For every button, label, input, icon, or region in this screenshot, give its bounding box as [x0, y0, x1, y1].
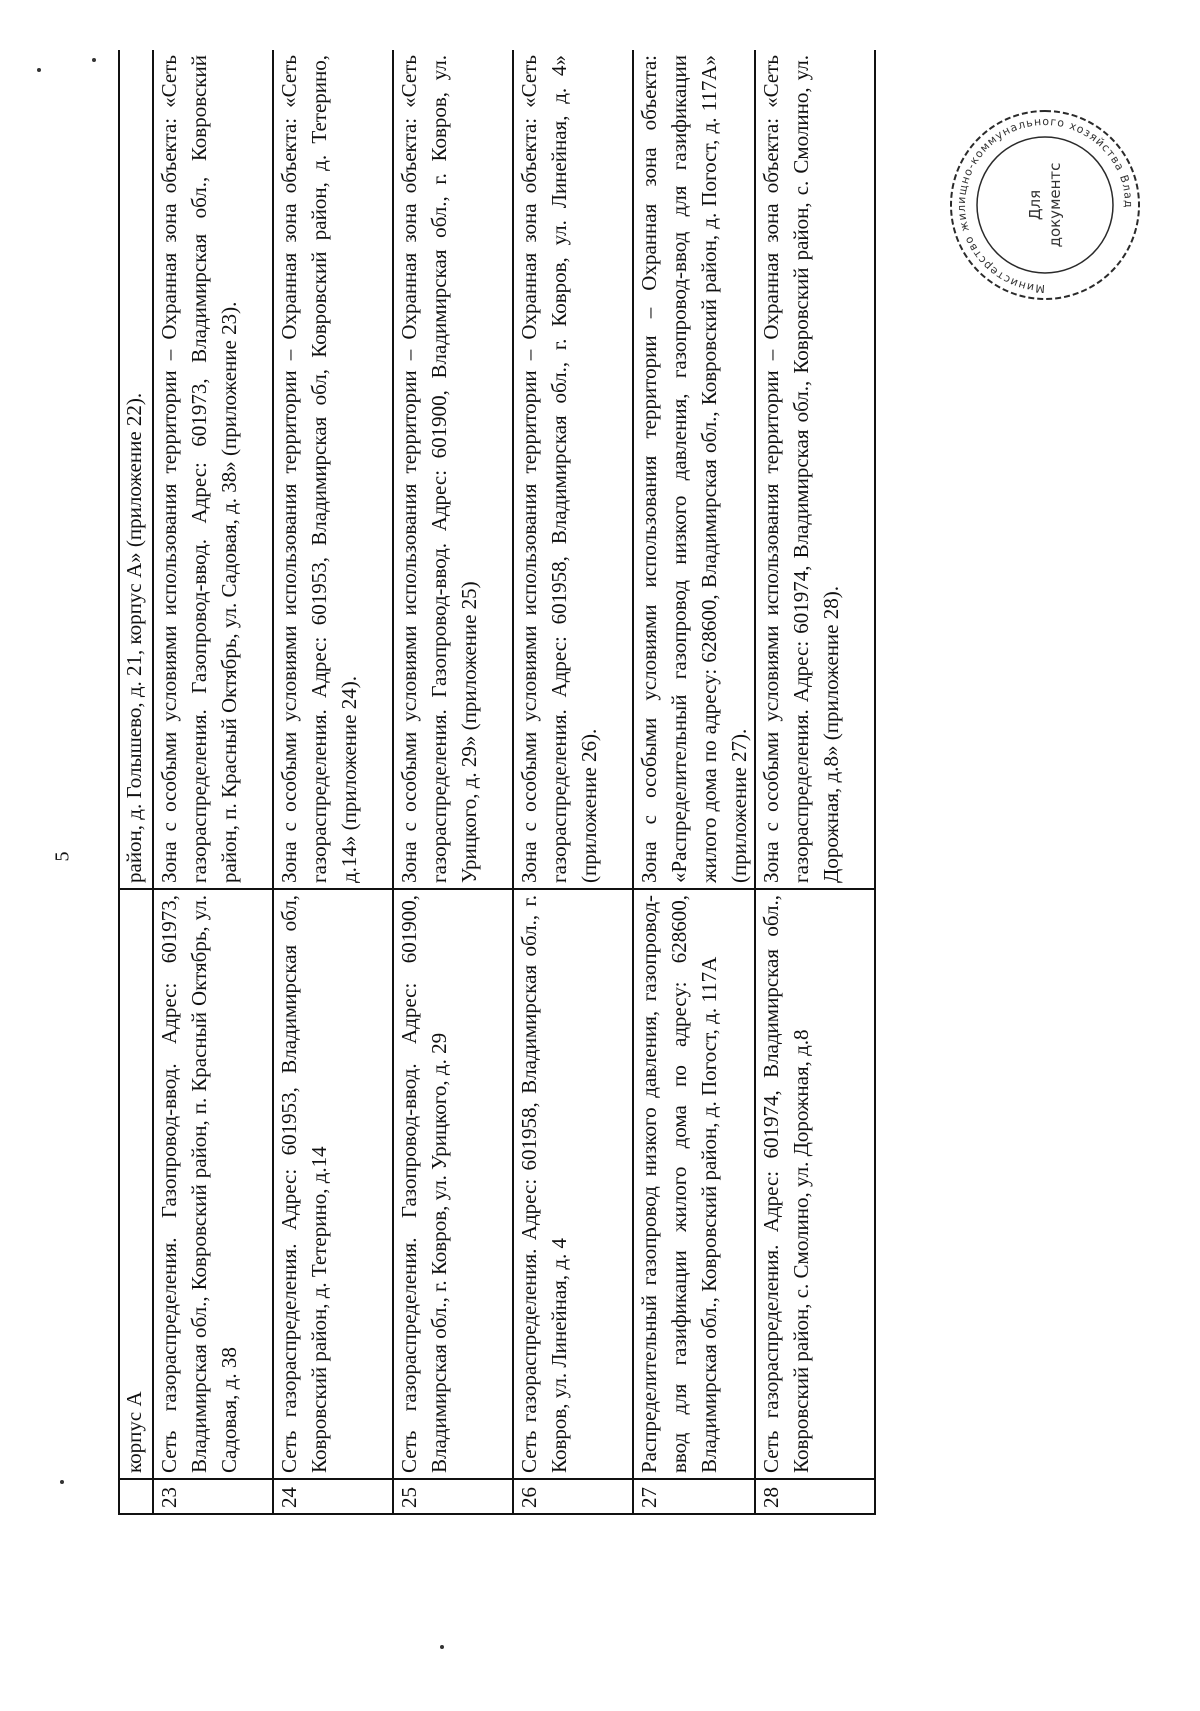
page-number: 5 [51, 851, 74, 862]
seal-ring-text: Министерство жилищно-коммунального хозяйства Влад [954, 114, 1136, 296]
table-row [513, 50, 633, 1514]
cell-object: Сеть газораспределения. Адрес: 601953, Владимирская обл, Ковровский район, д. Тетерино, д.14 [273, 889, 393, 1479]
cell-number [119, 1479, 153, 1514]
cell-zone: Зона с особыми условиями использования территории – Охранная зона объекта: «Сеть газораспределения. Адрес: 601974, Владимирская обл., Ковровский район, с. Смолино, ул. Дорожная, д.8» (приложение 28). [755, 50, 875, 889]
cell-zone: Зона с особыми условиями использования территории – Охранная зона объекта: «Сеть газораспределения. Адрес: 601953, Владимирская обл, Ковровский район, д. Тетерино, д.14» (приложение 24). [273, 50, 393, 889]
cell-object: Распределительный газопровод низкого давления, газопровод-ввод для газификации жилого дома по адресу: 628600, Владимирская обл., Ковровский район, д. Погост, д. 117А [633, 889, 755, 1479]
official-seal-stamp [945, 105, 1145, 305]
table-row [633, 50, 755, 1514]
cell-number: 24 [273, 1479, 393, 1514]
document-table-frame [118, 50, 1048, 1515]
cell-zone: Зона с особыми условиями использования территории – Охранная зона объекта: «Сеть газораспределения. Газопровод-ввод. Адрес: 601900, Владимирская обл., г. Ковров, ул. Урицкого, д. 29» (приложение 25) [393, 50, 513, 889]
cell-number: 26 [513, 1479, 633, 1514]
rotated-content [118, 50, 1048, 1515]
cell-object: Сеть газораспределения. Газопровод-ввод. Адрес: 601900, Владимирская обл., г. Ковров, ул. Урицкого, д. 29 [393, 889, 513, 1479]
cell-object: Сеть газораспределения. Адрес: 601974, Владимирская обл., Ковровский район, с. Смолино, ул. Дорожная, д.8 [755, 889, 875, 1479]
table-row [755, 50, 875, 1514]
cell-zone: район, д. Голышево, д. 21, корпус А» (приложение 22). [119, 50, 153, 889]
cell-object: корпус А [119, 889, 153, 1479]
cell-number: 25 [393, 1479, 513, 1514]
scan-speck [440, 1645, 444, 1649]
table-row [153, 50, 273, 1514]
cell-number: 28 [755, 1479, 875, 1514]
cell-object: Сеть газораспределения. Газопровод-ввод. Адрес: 601973, Владимирская обл., Ковровский район, п. Красный Октябрь, ул. Садовая, д. 38 [153, 889, 273, 1479]
cell-object: Сеть газораспределения. Адрес: 601958, Владимирская обл., г. Ковров, ул. Линейная, д. 4 [513, 889, 633, 1479]
table-row [273, 50, 393, 1514]
svg-text:Министерство жилищно-коммуналь [955, 115, 1135, 295]
scan-speck [92, 58, 96, 62]
seal-center-line1: Для [1026, 189, 1044, 221]
scan-speck [60, 1480, 64, 1484]
table-row [393, 50, 513, 1514]
scan-speck [37, 68, 41, 72]
seal-center-line2: документс [1046, 162, 1064, 248]
cell-zone: Зона с особыми условиями использования территории – Охранная зона объекта: «Сеть газораспределения. Газопровод-ввод. Адрес: 601973, Владимирская обл., Ковровский район, п. Красный Октябрь, ул. Садовая, д. 38» (приложение 23). [153, 50, 273, 889]
cell-zone: Зона с особыми условиями использования территории – Охранная зона объекта: «Сеть газораспределения. Адрес: 601958, Владимирская обл., г. Ковров, ул. Линейная, д. 4» (приложение 26). [513, 50, 633, 889]
cell-zone: Зона с особыми условиями использования территории – Охранная зона объекта: «Распределительный газопровод низкого давления, газопровод-ввод для газификации жилого дома по адресу: 628600, Владимирская обл., Ковровский район, д. Погост, д. 117А» (приложение 27). [633, 50, 755, 889]
cell-number: 27 [633, 1479, 755, 1514]
cell-number: 23 [153, 1479, 273, 1514]
zones-table [118, 50, 876, 1515]
continuation-row [119, 50, 153, 1514]
